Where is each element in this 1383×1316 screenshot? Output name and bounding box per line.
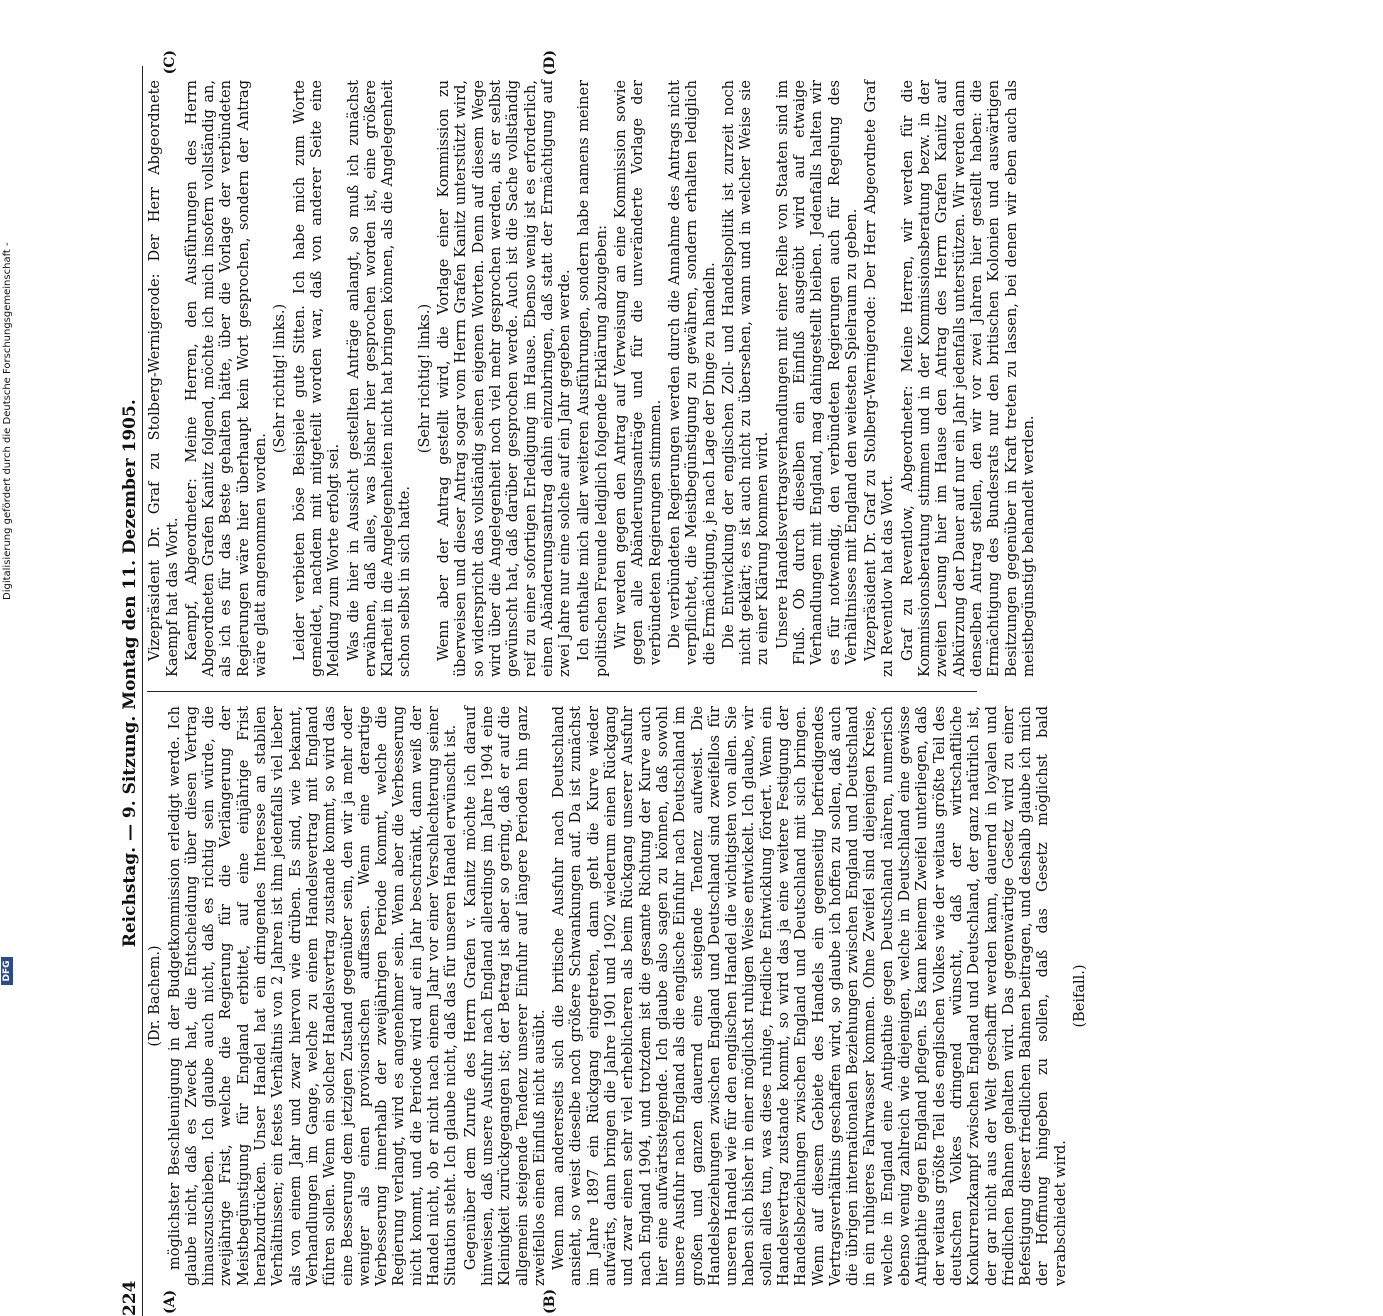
dfg-logo: DFG (1, 957, 13, 985)
paragraph: möglichster Beschleunigung in der Budgetkommission erledigt werde. Ich glaube nicht, daß es Zweck hat, die Entscheidung über diesen Vertrag hinauszuschieben. Ich glaube auch nicht, daß es richtig sein würde, die zweijährige Frist, welche die Regierung für die Verlängerung der Meistbegünstigung für England erbittet, auf eine einjährige Frist herabzudrücken. Unser Handel hat ein dringendes Interesse an stabilen Verhältnissen; ein festes Verhältnis von 2 Jahren ist ihm jedenfalls viel lieber als von einem Jahr und zwar hiervon wie drüben. Es sind, wie bekannt, Verhandlungen im Gange, welche zu einem Handelsvertrag mit England führen sollen. Wenn ein solcher Handelsvertrag zustande kommt, so wird das eine Besserung dem jetzigen Zustand gegenüber sein, den wir ja mehr oder weniger als einen provisorischen auffassen. Wenn eine derartige Verbesserung innerhalb der zweijährigen Periode kommt, welche die Regierung verlangt, wird es angenehmer sein. Wenn aber die Verbesserung nicht kommt, und die Periode wird auf ein Jahr beschränkt, dann weiß der Handel nicht, ob er nicht nach einem Jahr vor einer Verschlechterung seiner Situation steht. Ich glaube nicht, daß das für unseren Handel erwünscht ist. (167, 706, 461, 1286)
paragraph: Wenn man andererseits sich die britische Ausfuhr nach Deutschland ansieht, so weist dieselbe noch größere Schwankungen auf. Da ist zunächst im Jahre 1897 ein Rückgang eingetreten, dann geht die Kurve wieder aufwärts, dann bringen die Jahre 1901 und 1902 wiederum einen Rückgang und zwar einen sehr viel erheblicheren als beim Rückgang unserer Ausfuhr nach England 1904, und trotzdem ist die gesamte Richtung der Kurve auch hier eine aufwärtssteigende. Ich glaube also sagen zu können, daß sowohl unsere Ausfuhr nach England als die englische Einfuhr nach Deutschland im großen und ganzen dauernd eine steigende Tendenz aufweist. Die Handelsbeziehungen zwischen England und Deutschland sind zweifellos für unseren Handel wie für den englischen Handel die wichtigsten von allen. Sie haben sich bisher in einer möglichst ruhigen Weise entwickelt. Ich glaube, wir sollen alles tun, was diese ruhige, friedliche Entwicklung fördert. Wenn ein Handelsvertrag zustande kommt, so wird das ja eine weitere Festigung der Handelsbeziehungen zwischen England und Deutschland mit sich bringen. Wenn auf diesem Gebiete des Handels ein gegenseitig befriedigendes Vertragsverhältnis geschaffen wird, so glaube ich hoffen zu sollen, daß auch die übrigen internationalen Beziehungen zwischen England und Deutschland in ein ruhigeres Fahrwasser kommen. Ohne Zweifel sind diejenigen Kreise, welche in England eine Antipathie gegen Deutschland nähren, numerisch ebenso wenig zahlreich wie diejenigen, welche in Deutschland eine gewisse Antipathie gegen England pflegen. Es kann keinem Zweifel unterliegen, daß der weitaus größte Teil des englischen Volkes wie der weitaus größte Teil des deutschen Volkes dringend wünscht, daß der wirtschaftliche Konkurrenzkampf zwischen England und Deutschland, der ganz natürlich ist, der gar nicht aus der Welt geschafft werden kann, dauernd in loyalen und friedlichen Bahnen gehalten wird. Das gegenwärtige Gesetz wird zu einer Befestigung dieser friedlichen Bahnen beitragen, und deshalb glaube ich mich der Hoffnung hingeben zu sollen, daß das Gesetz möglichst bald verabschiedet wird. (551, 706, 1070, 1286)
paragraph: Wenn aber der Antrag gestellt wird, die Vorlage einer Kommission zu überweisen und dieser Antrag sogar vom Herrn Grafen Kanitz unterstützt wird, so widerspricht das vollständig seinen eigenen Worten. Denn auf diesem Wege wird über die Angelegenheit noch viel mehr gesprochen werden, als er selbst gewünscht hat, daß darüber gesprochen werde. Auch ist die Sache vollständig reif zu einer sofortigen Erledigung im Hause. Ebenso wenig ist es erforderlich, einen Abänderungsantrag dahin einzubringen, daß statt der Ermächtigung auf zwei Jahre nur eine solche auf ein Jahr gegeben werde. (436, 80, 574, 677)
margin-mark-a: (A) (162, 1290, 179, 1314)
margin-mark-c: (C) (162, 50, 179, 74)
declaration-paragraph: Wir werden gegen den Antrag auf Verweisung an eine Kommission sowie gegen alle Abänderungsanträge und für die unveränderte Vorlage der verbündeten Regierungen stimmen. (613, 80, 665, 677)
applause-note: (Beifall.) (1072, 706, 1089, 1286)
interjection: (Sehr richtig! links.) (272, 80, 289, 677)
paragraph: Kaempf, Abgeordneter: Meine Herren, den Ausführungen des Herrn Abgeordneten Grafen Kanitz folgend, möchte ich mich insofern vollständig an, als ich es für das Beste gehalten hätte, über die Vorlage der verbündeten Regierungen wäre hier überhaupt kein Wort gesprochen, sondern der Antrag wäre glatt angenommen worden. (184, 80, 270, 677)
right-column (147, 66, 977, 691)
margin-mark-b: (B) (542, 1289, 559, 1314)
margin-mark-d: (D) (542, 50, 559, 75)
paragraph: Vizepräsident Dr. Graf zu Stolberg-Wernigerode: Der Herr Abgeordnete Kaempf hat das Wort. (147, 80, 182, 677)
page-number: 224 (122, 1281, 139, 1316)
paragraph: Was die hier in Aussicht gestellten Anträge anlangt, so muß ich zunächst erwähnen, daß alles, was bisher hier gesprochen worden ist, eine größere Klarheit in die Angelegenheiten nicht hat bringen können, als die Angelegenheit schon selbst in sich hatte. (346, 80, 415, 677)
page-header (122, 66, 143, 1316)
document-page (62, 56, 1332, 951)
paragraph: Gegenüber dem Zurufe des Herrn Grafen v. Kanitz möchte ich darauf hinweisen, daß unsere Ausfuhr nach England allerdings im Jahre 1904 eine Kleinigkeit zurückgegangen ist; der Betrag ist aber so gering, daß er auf die allgemein steigende Tendenz unserer Einfuhr auf längere Perioden hin ganz zweifellos einen Einfluß nicht ausübt. (463, 706, 549, 1286)
paragraph: Graf zu Reventlow, Abgeordneter: Meine Herren, wir werden für die Kommissionsberatung stimmen und in der Kommissionsberatung bezw. in der zweiten Lesung hier im Hause den Antrag des Herrn Grafen Kanitz auf Abkürzung der Dauer auf nur ein Jahr jedenfalls unterstützen. Wir werden dann denselben Antrag stellen, den wir vor zwei Jahren hier gestellt haben: die Ermächtigung des Bundesrats nur den britischen Kolonien und auswärtigen Besitzungen gegenüber in Kraft treten zu lassen, bei denen wir eben auch als meistbegünstigt behandelt werden. (900, 80, 1038, 677)
speaker-label: (Dr. Bachem.) (147, 706, 164, 1286)
paragraph: Vizepräsident Dr. Graf zu Stolberg-Wernigerode: Der Herr Abgeordnete Graf zu Reventlow hat das Wort. (863, 80, 898, 677)
interjection: (Sehr richtig! links.) (417, 80, 434, 677)
left-column (147, 691, 977, 1316)
declaration-paragraph: Unsere Handelsvertragsverhandlungen mit einer Reihe von Staaten sind im Fluß. Ob durch dieselben ein Einfluß ausgeübt wird auf etwaige Verhandlungen mit England, mag dahingestellt bleiben. Jedenfalls halten wir es für notwendig, den verbündeten Regierungen auch für Regelung des Verhältnisses mit England den weitesten Spielraum zu geben. (775, 80, 861, 677)
rotated-page-content (122, 66, 1002, 1316)
page-title: Reichstag. — 9. Sitzung. Montag den 11. Dezember 1905. (122, 399, 139, 947)
paragraph: Ich enthalte mich aller weiteren Ausführungen, sondern habe namens meiner politischen Freunde lediglich folgende Erklärung abzugeben: (576, 80, 611, 677)
paragraph: Leider verbieten böse Beispiele gute Sitten. Ich habe mich zum Worte gemeldet, nachdem mit mitgeteilt worden war, daß von anderer Seite eine Meldung zum Worte erfolgt sei. (292, 80, 344, 677)
declaration-paragraph: Die Entwicklung der englischen Zoll- und Handelspolitik ist zurzeit noch nicht geklärt; es ist auch nicht zu übersehen, wann und in welcher Weise sie zu einer Klärung kommen wird. (721, 80, 773, 677)
declaration-paragraph: Die verbündeten Regierungen werden durch die Annahme des Antrags nicht verpflichtet, die Meistbegünstigung zu gewähren, sondern erhalten lediglich die Ermächtigung, je nach Lage der Dinge zu handeln. (667, 80, 719, 677)
digitization-credit: Digitalisierung gefördert durch die Deutsche Forschungsgemeinschaft - (2, 242, 13, 600)
